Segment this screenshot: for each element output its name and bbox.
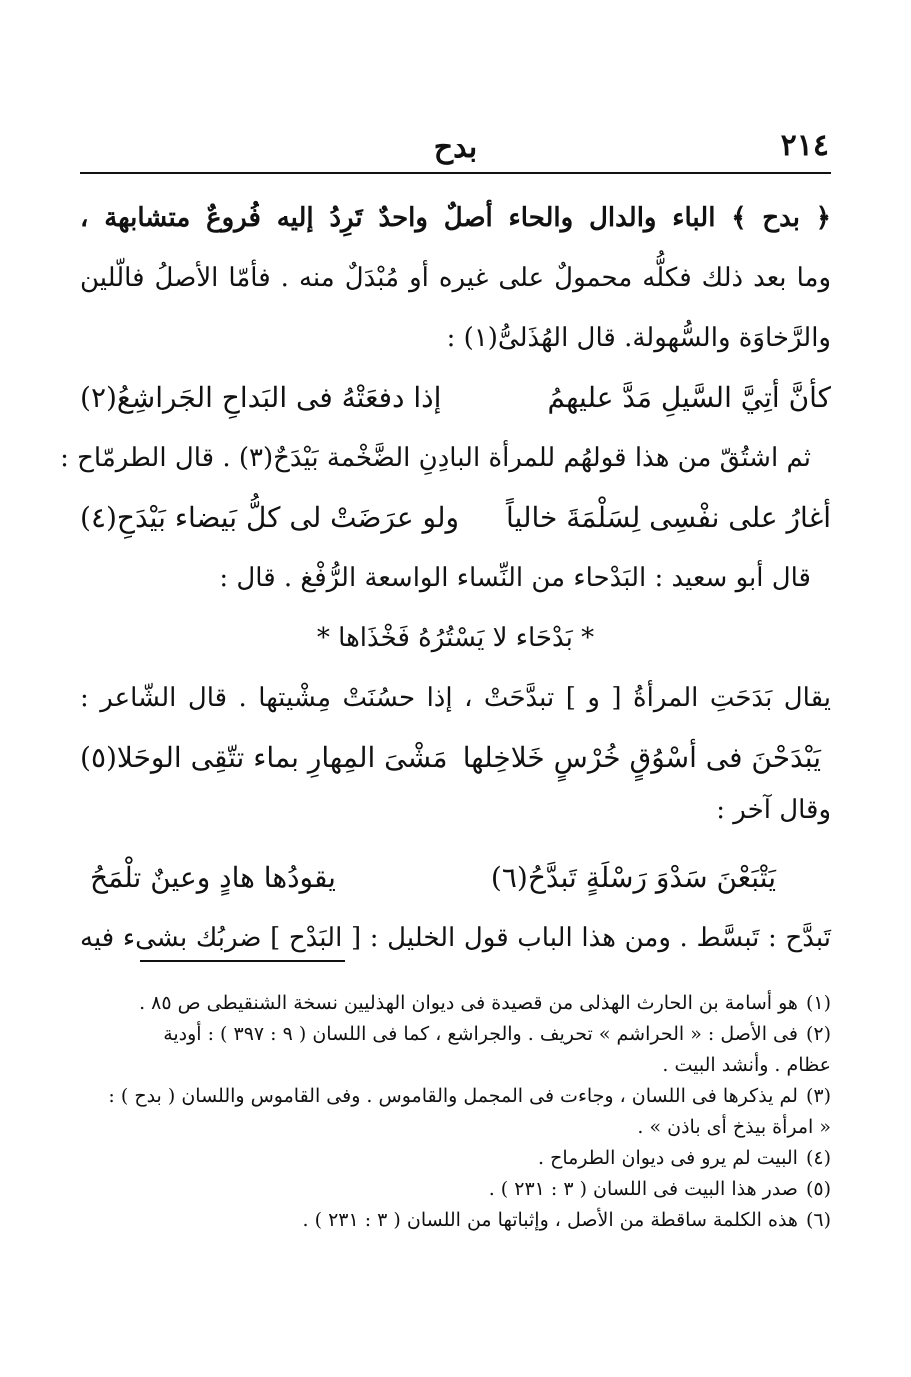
footnote-number: (٦)	[805, 1209, 831, 1231]
footnotes	[80, 990, 831, 1238]
verse-second-hemistich: مَشْىَ المِهارِ بماء تتّقِى الوحَلا(٥)	[80, 741, 448, 774]
footnote-text: هو أسامة بن الحارث الهذلى من قصيدة فى ديوان الهذليين نسخة الشنقيطى ص ٨٥ .	[139, 992, 798, 1014]
body-line: وقال آخر :	[716, 795, 831, 825]
body-text	[60, 203, 831, 953]
verse-second-hemistich: ولو عرَضَتْ لى كلُّ بَيضاء بَيْدَحِ(٤)	[80, 501, 459, 534]
body-line: قال أبو سعيد : البَدْحاء من النِّساء الواسعة الرُّفْغ . قال :	[219, 563, 811, 593]
verse	[80, 381, 831, 414]
footnote-text: عظام . وأنشد البيت .	[662, 1054, 831, 1076]
footnote-text: هذه الكلمة ساقطة من الأصل ، وإثباتها من اللسان ( ٣ : ٢٣١ ) .	[302, 1209, 798, 1231]
body-line: تَبدَّح : تَبسَّط . ومن هذا الباب قول الخليل : [ البَدْح ] ضربُك بشىء فيه	[80, 923, 831, 953]
footnote	[80, 1083, 831, 1110]
body-line: يقال بَدَحَتِ المرأةُ [ و ] تبدَّحَتْ ، إذا حسُنَتْ مِشْيتها . قال الشّاعر :	[80, 683, 831, 713]
entry-heading-line: ﴿ بدح ﴾ الباء والدال والحاء أصلٌ واحدٌ تَرِدُ إليه فُروعٌ متشابهة ،	[80, 203, 831, 233]
footnote	[80, 1207, 831, 1234]
footnote-number: (٢)	[805, 1023, 831, 1045]
page-header	[80, 128, 831, 174]
footnote-number: (٣)	[805, 1085, 831, 1107]
verse-first-hemistich: يَبْدَحْنَ فى أسْوُقٍ خُرْسٍ خَلاخِلها	[462, 741, 821, 774]
footnote-text: البيت لم يرو فى ديوان الطرماح .	[538, 1147, 798, 1169]
footnote	[80, 1021, 831, 1048]
verse	[80, 861, 831, 894]
verse-first-hemistich: يَتْبَعْنَ سَدْوَ رَسْلَةٍ تَبدَّحُ(٦)	[490, 861, 776, 894]
footnote-rule	[140, 960, 345, 962]
footnote	[80, 990, 831, 1017]
footnote	[80, 1176, 831, 1203]
footnote-text: « امرأة بيذخ أى باذن » .	[637, 1116, 831, 1138]
body-line: ثم اشتُقّ من هذا قولهُم للمرأة البادِنِ الضَّخْمة بَيْدَحٌ(٣) . قال الطرمّاح :	[60, 443, 811, 473]
footnote-text: فى الأصل : « الحراشم » تحريف . والجراشع ، كما فى اللسان ( ٩ : ٣٩٧ ) : أودية	[163, 1023, 798, 1045]
footnote	[80, 1145, 831, 1172]
footnote-continuation	[80, 1052, 831, 1079]
body-line: وما بعد ذلك فكلُّه محمولٌ على غيره أو مُبْدَلٌ منه . فأمّا الأصلُ فالّلين	[80, 263, 831, 293]
page-number: ٢١٤	[780, 128, 829, 163]
running-head: بدح	[433, 130, 478, 165]
footnote-continuation	[80, 1114, 831, 1141]
verse	[80, 741, 831, 774]
verse-first-hemistich: أغارُ على نفْسِى لِسَلْمَةَ خالياً	[506, 501, 831, 534]
verse	[80, 501, 831, 534]
verse-first-hemistich: كأنَّ أتِيَّ السَّيلِ مَدَّ عليهمُ	[547, 381, 831, 414]
footnote-number: (٥)	[805, 1178, 831, 1200]
verse-second-hemistich: إذا دفعَتْهُ فى البَداحِ الجَراشِعُ(٢)	[80, 381, 442, 414]
footnote-number: (١)	[805, 992, 831, 1014]
body-line: والرَّخاوَة والسُّهولة. قال الهُذَلىُّ(١) :	[446, 323, 831, 353]
verse-second-hemistich: يقودُها هادٍ وعينٌ تلْمَحُ	[90, 861, 336, 894]
footnote-text: صدر هذا البيت فى اللسان ( ٣ : ٢٣١ ) .	[488, 1178, 798, 1200]
hemistich: * بَدْحَاء لا يَسْتُرُهُ فَخْذَاها *	[316, 623, 595, 653]
footnote-text: لم يذكرها فى اللسان ، وجاءت فى المجمل والقاموس . وفى القاموس واللسان ( بدح ) :	[108, 1085, 798, 1107]
footnote-number: (٤)	[805, 1147, 831, 1169]
